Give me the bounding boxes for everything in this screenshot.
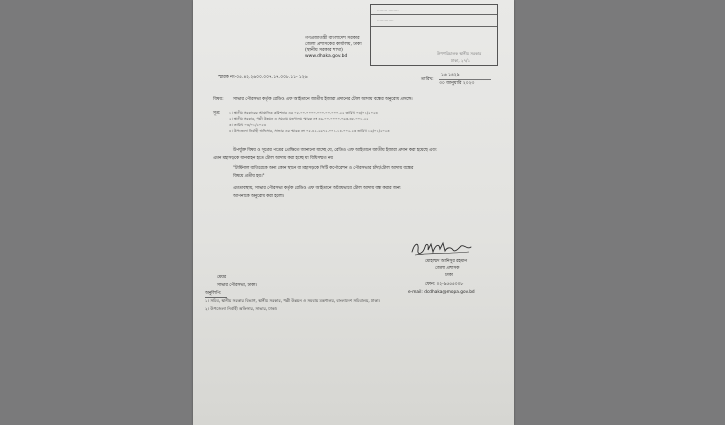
date-gregorian: ৩০ জানুয়ারি ২০২৩ xyxy=(439,81,475,86)
body-line: এমতাবস্থায়, সাভার পৌরসভা কর্তৃক রেডিও এফ আইতানে অবৈধভাবে টোল আদায় বন্ধ করার জন্য xyxy=(233,186,401,191)
recipient-label: মেয়র xyxy=(217,275,227,280)
body-line: বিষয়ে প্রতীয় হয়।" xyxy=(233,174,265,179)
signatory-email: e-mail: dcdhaka@mopa.gov.bd xyxy=(408,290,475,295)
signatory-title: জেলা প্রশাসক xyxy=(435,266,460,271)
stamp-line-a: ............. xyxy=(377,17,394,22)
received-stamp xyxy=(370,4,498,66)
cc-item: ১। সচিব, স্থানীয় সরকার বিভাগ, স্থানীয় সরকার, পল্লী উন্নয়ন ও সমবায় মন্ত্রণালয়, বাংলাদেশ সচিবালয়, ঢাকা। xyxy=(205,298,381,303)
reference-line: ১। স্থানীয় সরকারের আঞ্চলিক কমিশনার এর ০৫.০০.০০০০.০০০.০০.০০০.২২ তারিখ ০৩/০১/২০২৩ xyxy=(229,111,378,115)
header-line-2: জেলা প্রশাসকের কার্যালয়, ঢাকা xyxy=(305,42,362,47)
recipient-line: সাভার পৌরসভা, ঢাকা। xyxy=(217,283,257,288)
reference-line: ২। স্থানীয় সরকার, পল্লী উন্নয়ন ও সমবায় মন্ত্রণালয় স্মারক নং ৪৬.০০.০০০০.০৬৩.৩৮.০০১.২২ xyxy=(229,117,369,121)
header-line-1: গণপ্রজাতন্ত্রী বাংলাদেশ সরকার xyxy=(305,36,360,41)
subject-text: সাভার পৌরসভা কর্তৃক রেডিও এফ আইতানে জাতীয় ইজারা প্রদানের টোল আদায় বন্ধের অনুরোধ প্রসঙ্গে। xyxy=(233,97,413,102)
body-line: "টার্মিনাল ব্যতিরেকে অন্য কোন স্থানে বা মহাসড়কে সিটি কর্পোরেশন ও পৌরসভার চাঁদা/টোল আদায় বন্ধের xyxy=(233,166,414,171)
body-line: এমন মহাসড়কে যানবাহন হতে টোল আদায় করা হচ্ছে যা বিধিসম্মত নয় xyxy=(213,156,333,161)
body-line: উপর্যুক্ত বিষয় ও সূত্রের পত্রের প্রেক্ষিতে জানানো যাচ্ছে যে, রেডিও এফ আইতানে জাতীয় ইজারা প্রদান করা হয়েছে এবং xyxy=(233,148,437,153)
signatory-name: মোহাম্মদ আনিসুর রহমান xyxy=(425,259,467,264)
scanned-letter-page xyxy=(193,0,514,425)
stamp-line-c: ঢাকা, ২৭/১ xyxy=(451,58,471,63)
header-line-3: (স্থানীয় সরকার শাখা) xyxy=(305,48,343,53)
reference-line: ৩। তারিখ ০৩/০১/২০২৩ xyxy=(229,123,267,127)
signatory-place: ঢাকা xyxy=(445,273,453,278)
handwritten-signature xyxy=(409,238,479,260)
body-line: আপনাকে অনুরোধ করা হলো। xyxy=(233,194,285,199)
cc-item: ২। উপজেলা নির্বাহী অফিসার, সাভার, ঢাকা। xyxy=(205,306,278,311)
stamp-line-b: উপপরিচালক স্থানীয় সরকার xyxy=(437,51,482,56)
references-label: সূত্র: xyxy=(213,111,221,116)
subject-label: বিষয়: xyxy=(213,97,224,102)
cc-label: অনুলিপি: xyxy=(205,291,222,296)
date-bangla: ১৬ ১৪২৯ xyxy=(441,73,460,78)
stamp-top-text: ........ ........ xyxy=(377,7,399,12)
header-website: www.dhaka.gov.bd xyxy=(305,54,348,59)
reference-line: ৪। উপজেলা নির্বাহী অফিসার, সাভার এর স্মারক নং ০৫.৪২.২৬৭২.০০১.১৪.০০২.২৩ তারিখ ১৬/০১/২০২৩ xyxy=(229,129,390,133)
signatory-phone: ফোন: ০২-৯৫৫৫০০৮ xyxy=(425,282,464,287)
memo-number: স্মারক নং-০৫.৪২.২৬০০.০০৭.১৭.০০৮.১১- ১২৬ xyxy=(218,75,308,80)
date-label: তারিখ: xyxy=(421,77,434,82)
